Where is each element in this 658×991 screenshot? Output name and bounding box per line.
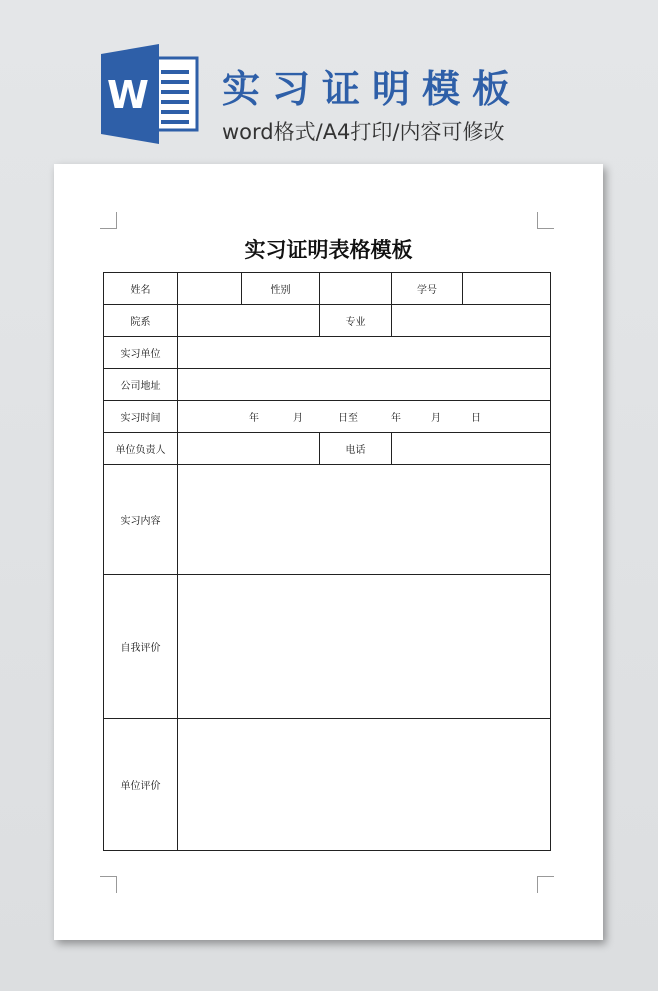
document-title: 实习证明表格模板 — [244, 237, 413, 262]
crop-mark-top-right — [537, 212, 554, 229]
self-eval-field[interactable] — [178, 575, 551, 719]
gender-label: 性别 — [242, 273, 320, 305]
phone-field[interactable] — [392, 433, 551, 465]
unit-label: 实习单位 — [104, 337, 178, 369]
period-label: 实习时间 — [104, 401, 178, 433]
word-icon — [101, 44, 199, 144]
document-page — [54, 164, 603, 940]
period-year2: 年 — [391, 413, 401, 424]
department-label: 院系 — [104, 305, 178, 337]
major-field[interactable] — [392, 305, 551, 337]
unit-eval-field[interactable] — [178, 719, 551, 851]
header — [0, 0, 658, 160]
phone-label: 电话 — [320, 433, 392, 465]
crop-mark-bottom-right — [537, 876, 554, 893]
gender-field[interactable] — [320, 273, 392, 305]
crop-mark-top-left — [100, 212, 117, 229]
period-field[interactable] — [178, 401, 551, 433]
department-field[interactable] — [178, 305, 320, 337]
period-year1: 年 — [249, 413, 259, 424]
manager-label: 单位负责人 — [104, 433, 178, 465]
period-month2: 月 — [431, 413, 441, 424]
period-day2: 日 — [471, 413, 481, 424]
name-label: 姓名 — [104, 273, 178, 305]
certificate-form — [103, 272, 551, 851]
unit-field[interactable] — [178, 337, 551, 369]
address-field[interactable] — [178, 369, 551, 401]
content-label: 实习内容 — [104, 465, 178, 575]
student-id-label: 学号 — [392, 273, 463, 305]
sub-title: word格式/A4打印/内容可修改 — [222, 120, 505, 144]
logo-letter: W — [107, 73, 149, 117]
student-id-field[interactable] — [463, 273, 551, 305]
period-month1: 月 — [293, 413, 303, 424]
major-label: 专业 — [320, 305, 392, 337]
unit-eval-label: 单位评价 — [104, 719, 178, 851]
period-day-to: 日至 — [338, 413, 358, 424]
self-eval-label: 自我评价 — [104, 575, 178, 719]
address-label: 公司地址 — [104, 369, 178, 401]
name-field[interactable] — [178, 273, 242, 305]
main-title: 实习证明模板 — [222, 67, 523, 111]
crop-mark-bottom-left — [100, 876, 117, 893]
manager-field[interactable] — [178, 433, 320, 465]
content-field[interactable] — [178, 465, 551, 575]
